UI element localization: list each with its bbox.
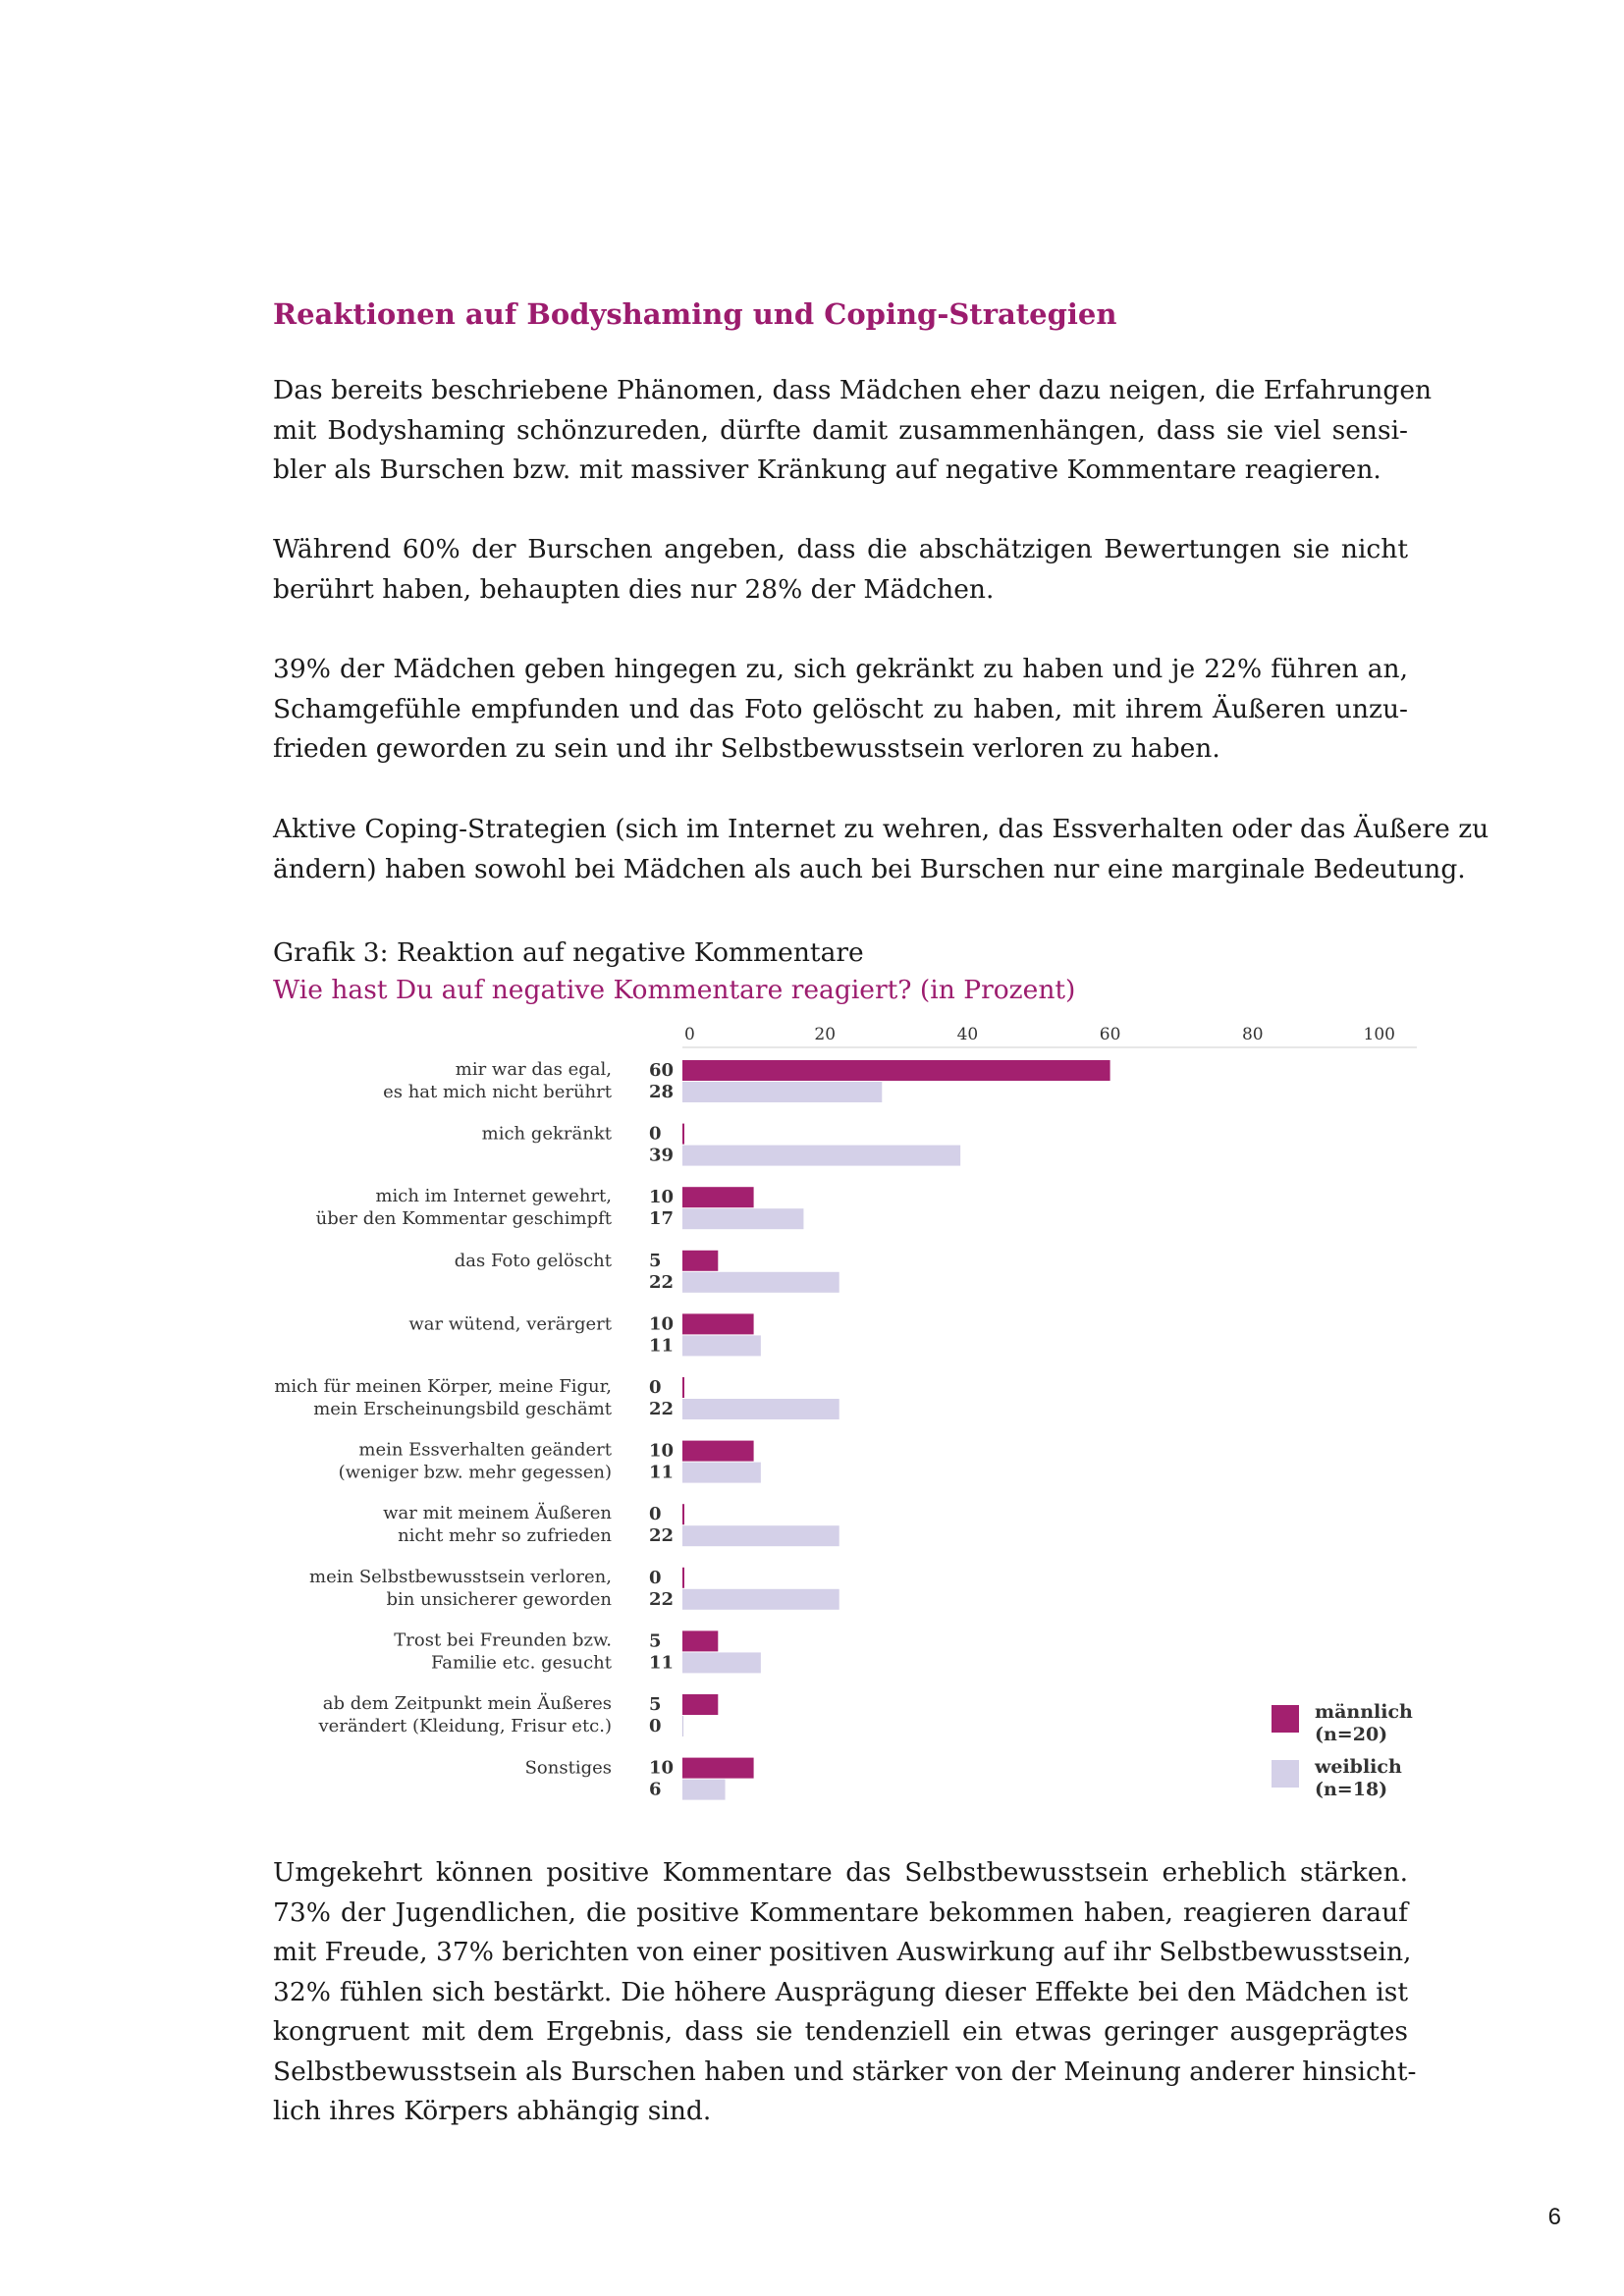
category-label: verändert (Kleidung, Frisur etc.) bbox=[318, 1716, 612, 1736]
x-tick-label: 40 bbox=[956, 1025, 979, 1044]
value-label-weiblich: 22 bbox=[649, 1588, 675, 1610]
value-label-maennlich: 10 bbox=[649, 1313, 675, 1335]
category-label: mein Selbstbewusstsein verloren, bbox=[309, 1566, 612, 1587]
bar-maennlich bbox=[682, 1630, 718, 1651]
bar-weiblich bbox=[682, 1272, 839, 1293]
value-label-weiblich: 22 bbox=[649, 1399, 675, 1419]
value-label-maennlich: 10 bbox=[649, 1440, 675, 1462]
text-line: lich ihres Körpers abhängig sind. bbox=[273, 2096, 712, 2126]
category-label: mich im Internet gewehrt, bbox=[375, 1186, 612, 1207]
category-label: Familie etc. gesucht bbox=[430, 1652, 612, 1674]
category-label: Sonstiges bbox=[524, 1757, 612, 1779]
text-line: mit Bodyshaming schönzureden, dürfte damit zusammenhängen, dass sie viel sensi- bbox=[273, 414, 1408, 446]
x-tick-label: 0 bbox=[684, 1025, 695, 1044]
bar-maennlich bbox=[682, 1251, 718, 1271]
bar-weiblich bbox=[682, 1208, 803, 1229]
bar-weiblich bbox=[682, 1146, 960, 1166]
category-label: mir war das egal, bbox=[455, 1059, 612, 1080]
bar-maennlich bbox=[682, 1758, 754, 1779]
text-line: 73% der Jugendlichen, die positive Kommentare bekommen haben, reagieren darauf bbox=[273, 1896, 1408, 1928]
category-label: es hat mich nicht berührt bbox=[383, 1082, 612, 1102]
value-label-maennlich: 60 bbox=[649, 1060, 675, 1081]
legend-n: (n=20) bbox=[1315, 1724, 1388, 1745]
legend-label: männlich bbox=[1315, 1701, 1413, 1723]
x-tick-label: 60 bbox=[1099, 1025, 1121, 1044]
value-label-maennlich: 0 bbox=[649, 1123, 662, 1145]
value-label-weiblich: 11 bbox=[649, 1652, 675, 1674]
text-line: Das bereits beschriebene Phänomen, dass Mädchen eher dazu neigen, die Erfahrungen bbox=[273, 375, 1433, 405]
bar-weiblich bbox=[682, 1652, 761, 1673]
bar-weiblich bbox=[682, 1082, 882, 1102]
category-label: mich für meinen Körper, meine Figur, bbox=[274, 1376, 612, 1397]
value-label-maennlich: 10 bbox=[649, 1757, 675, 1779]
text-line: Aktive Coping-Strategien (sich im Internet zu wehren, das Essverhalten oder das Äußere zu bbox=[273, 814, 1489, 844]
page-number: 6 bbox=[1547, 2204, 1561, 2230]
text-line: Umgekehrt können positive Kommentare das Selbstbewusstsein erheblich stärken. bbox=[273, 1857, 1408, 1888]
bar-maennlich bbox=[682, 1377, 684, 1398]
text-line: berührt haben, behaupten dies nur 28% der Mädchen. bbox=[273, 573, 995, 605]
figure-question: Wie hast Du auf negative Kommentare reagiert? (in Prozent) bbox=[273, 975, 1076, 1005]
text-line: bler als Burschen bzw. mit massiver Kränkung auf negative Kommentare reagieren. bbox=[273, 454, 1381, 485]
figure-caption: Grafik 3: Reaktion auf negative Kommentare bbox=[273, 937, 864, 968]
category-label: Trost bei Freunden bzw. bbox=[394, 1629, 612, 1651]
category-label: ab dem Zeitpunkt mein Äußeres bbox=[322, 1693, 612, 1714]
text-line: kongruent mit dem Ergebnis, dass sie tendenziell ein etwas geringer ausgeprägtes bbox=[273, 2016, 1408, 2047]
value-label-weiblich: 0 bbox=[649, 1716, 662, 1736]
value-label-weiblich: 22 bbox=[649, 1271, 675, 1293]
value-label-weiblich: 11 bbox=[649, 1462, 675, 1483]
category-label: nicht mehr so zufrieden bbox=[398, 1525, 612, 1547]
category-label: mein Erscheinungsbild geschämt bbox=[313, 1399, 612, 1419]
bar-maennlich bbox=[682, 1694, 718, 1715]
value-label-weiblich: 28 bbox=[649, 1082, 675, 1102]
bar-weiblich bbox=[682, 1399, 839, 1419]
text-line: 39% der Mädchen geben hingegen zu, sich gekränkt zu haben und je 22% führen an, bbox=[273, 654, 1408, 684]
bar-weiblich bbox=[682, 1463, 761, 1483]
value-label-maennlich: 0 bbox=[649, 1567, 662, 1588]
text-line: mit Freude, 37% berichten von einer positiven Auswirkung auf ihr Selbstbewusstsein, bbox=[273, 1937, 1412, 1967]
value-label-maennlich: 5 bbox=[649, 1630, 662, 1652]
category-label: war wütend, verärgert bbox=[408, 1313, 612, 1335]
bar-weiblich bbox=[682, 1335, 761, 1356]
value-label-weiblich: 6 bbox=[649, 1779, 662, 1800]
bar-maennlich bbox=[682, 1124, 684, 1145]
text-line: frieden geworden zu sein und ihr Selbstbewusstsein verloren zu haben. bbox=[273, 733, 1220, 764]
category-label: mein Essverhalten geändert bbox=[358, 1439, 612, 1461]
bar-weiblich bbox=[682, 1525, 839, 1546]
bar-maennlich bbox=[682, 1568, 684, 1588]
value-label-maennlich: 10 bbox=[649, 1187, 675, 1208]
bar-maennlich bbox=[682, 1504, 684, 1524]
bar-maennlich bbox=[682, 1313, 754, 1334]
legend-swatch-maennlich bbox=[1272, 1705, 1299, 1733]
legend-swatch-weiblich bbox=[1272, 1760, 1299, 1788]
text-line: Schamgefühle empfunden und das Foto gelöscht zu haben, mit ihrem Äußeren unzu- bbox=[273, 693, 1408, 724]
value-label-weiblich: 17 bbox=[649, 1208, 675, 1230]
text-line: Selbstbewusstsein als Burschen haben und stärker von der Meinung anderer hinsicht- bbox=[273, 2056, 1417, 2087]
legend-label: weiblich bbox=[1315, 1756, 1402, 1778]
value-label-weiblich: 11 bbox=[649, 1335, 675, 1357]
value-label-maennlich: 0 bbox=[649, 1377, 662, 1398]
bar-maennlich bbox=[682, 1441, 754, 1462]
category-label: (weniger bzw. mehr gegessen) bbox=[338, 1462, 612, 1483]
value-label-maennlich: 0 bbox=[649, 1504, 662, 1525]
value-label-maennlich: 5 bbox=[649, 1694, 662, 1715]
category-label: das Foto gelöscht bbox=[454, 1250, 612, 1271]
section-heading: Reaktionen auf Bodyshaming und Coping-Strategien bbox=[273, 297, 1117, 331]
text-line: Während 60% der Burschen angeben, dass die abschätzigen Bewertungen sie nicht bbox=[273, 534, 1408, 564]
value-label-weiblich: 22 bbox=[649, 1525, 675, 1547]
legend-n: (n=18) bbox=[1315, 1779, 1388, 1800]
x-tick-label: 100 bbox=[1363, 1025, 1395, 1044]
bar-weiblich bbox=[682, 1780, 726, 1800]
category-label: bin unsicherer geworden bbox=[386, 1588, 612, 1610]
x-tick-label: 80 bbox=[1241, 1025, 1264, 1044]
category-label: mich gekränkt bbox=[481, 1123, 612, 1145]
category-label: über den Kommentar geschimpft bbox=[315, 1208, 612, 1230]
text-line: ändern) haben sowohl bei Mädchen als auch bei Burschen nur eine marginale Bedeutung. bbox=[273, 853, 1466, 884]
value-label-maennlich: 5 bbox=[649, 1250, 662, 1271]
bar-weiblich bbox=[682, 1589, 839, 1610]
value-label-weiblich: 39 bbox=[649, 1145, 675, 1166]
x-tick-label: 20 bbox=[814, 1025, 837, 1044]
bar-weiblich bbox=[682, 1716, 683, 1736]
closing-paragraph bbox=[273, 1853, 1417, 2132]
text-line: 32% fühlen sich bestärkt. Die höhere Ausprägung dieser Effekte bei den Mädchen ist bbox=[273, 1976, 1408, 2007]
bar-maennlich bbox=[682, 1187, 754, 1207]
category-label: war mit meinem Äußeren bbox=[383, 1503, 612, 1524]
bar-maennlich bbox=[682, 1060, 1110, 1081]
